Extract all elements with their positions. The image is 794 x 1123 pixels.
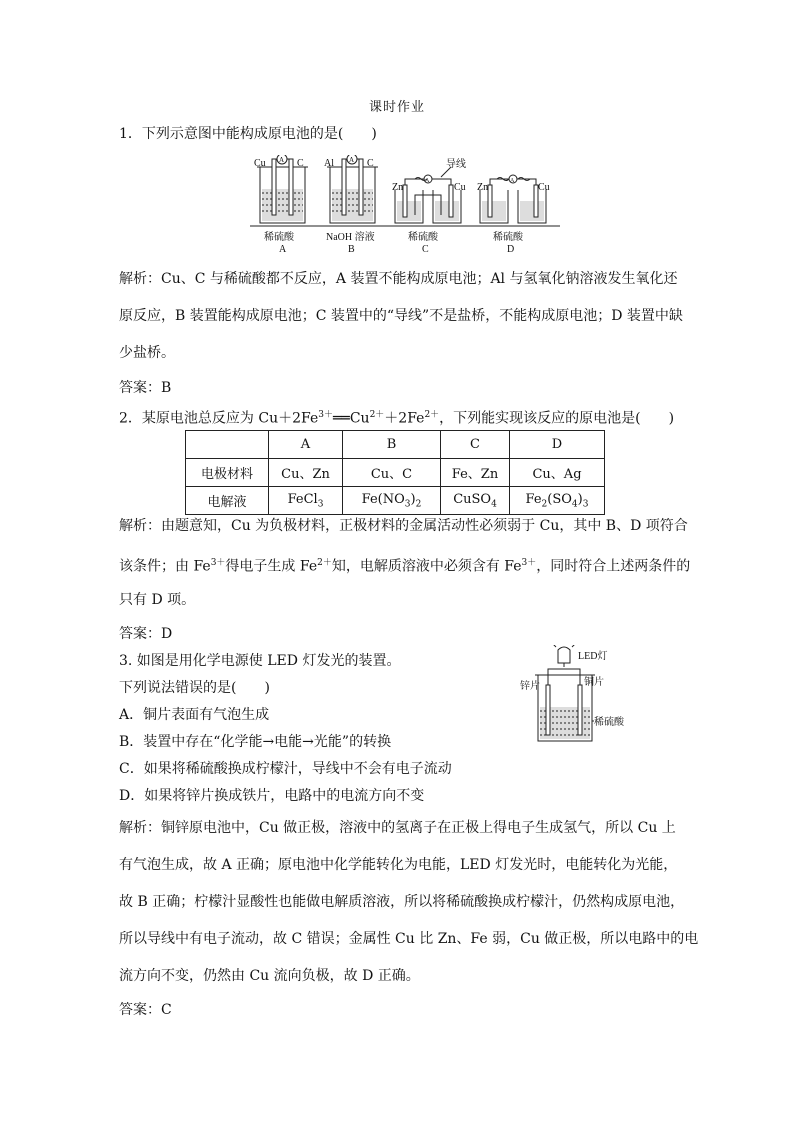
q1-a-meter: A <box>279 156 285 164</box>
q1-a-letter: A <box>279 244 287 255</box>
q1-d-solution: 稀硫酸 <box>493 232 523 243</box>
q3-copper-label: 铜片 <box>584 677 604 688</box>
q1-d-letter: D <box>507 244 515 255</box>
q2-analysis-1: 解析：由题意知，Cu 为负极材料，正极材料的金属活动性必须弱于 Cu，其中 B、D 项符合 <box>119 518 688 534</box>
q1-a-right: C <box>297 158 304 169</box>
q2-stem: 2．某原电池总反应为 $Cu+2Fe^{3+}══Cu^{2+}+2Fe^{2+}$，下列能实现该反应的原电池是( ) <box>119 410 675 427</box>
q1-d-left: Zn <box>477 182 489 193</box>
table-cell: Cu、Zn <box>269 459 343 487</box>
table-cell: Fe、Zn <box>441 459 510 487</box>
q3-analysis-2: 有气泡生成，故 A 正确；原电池中化学能转化为电能，LED 灯发光时，电能转化为光能， <box>119 857 678 873</box>
q3-option-d: D．如果将锌片换成铁片，电路中的电流方向不变 <box>119 788 425 804</box>
q1-b-meter: A <box>349 156 355 164</box>
q3-analysis-4: 所以导线中有电子流动，故 C 错误；金属性 Cu 比 Zn、Fe 弱，Cu 做正极，所以电路中的电 <box>119 931 699 947</box>
q3-acid-label: 稀硫酸 <box>594 717 624 728</box>
q1-figures <box>250 155 590 255</box>
table-cell: FeCl$_3$ <box>269 487 343 515</box>
q1-answer: 答案：B <box>119 380 172 396</box>
table-cell: Cu、C <box>343 459 441 487</box>
q1-analysis-2: 原反应，B 装置能构成原电池；C 装置中的“导线”不是盐桥，不能构成原电池；D 装置中缺 <box>119 308 683 324</box>
q1-c-wire-label: 导线 <box>446 159 466 170</box>
q2-answer: 答案：D <box>119 626 173 642</box>
q3-analysis-5: 流方向不变，仍然由 Cu 流向负极，故 D 正确。 <box>119 968 420 984</box>
table-row <box>186 431 605 459</box>
table-cell: $Fe_2(SO_4)_3$ <box>510 487 605 515</box>
q3-answer: 答案：C <box>119 1002 172 1018</box>
q1-c-letter: C <box>422 244 429 255</box>
q2-analysis-3: 只有 D 项。 <box>119 592 196 608</box>
q1-a-left: Cu <box>254 158 266 169</box>
table-header: B <box>343 431 441 459</box>
q1-figure-c <box>395 167 461 223</box>
table-header: D <box>510 431 605 459</box>
q1-c-right: Cu <box>454 182 466 193</box>
q1-a-solution: 稀硫酸 <box>264 232 294 243</box>
q3-figure <box>520 645 650 750</box>
q3-analysis-1: 解析：铜锌原电池中，Cu 做正极，溶液中的氢离子在正极上得电子生成氢气，所以 Cu 上 <box>119 820 676 836</box>
q1-c-left: Zn <box>392 182 404 193</box>
table-cell: 电极材料 <box>186 459 269 487</box>
q1-analysis-3: 少盐桥。 <box>119 345 175 361</box>
table-cell: 电解液 <box>186 487 269 515</box>
q1-b-left: Al <box>324 158 334 169</box>
page-title: 课时作业 <box>368 100 425 115</box>
q1-stem: 1．下列示意图中能构成原电池的是( ) <box>119 126 377 142</box>
table-row <box>186 487 605 515</box>
q3-option-a: A．铜片表面有气泡生成 <box>119 707 270 723</box>
table-cell: Cu、Ag <box>510 459 605 487</box>
table-row <box>186 459 605 487</box>
q3-option-c: C．如果将稀硫酸换成柠檬汁，导线中不会有电子流动 <box>119 761 452 777</box>
q1-c-solution: 稀硫酸 <box>408 232 438 243</box>
q1-d-meter: A <box>510 178 515 184</box>
table-header <box>186 431 269 459</box>
q1-b-solution: NaOH 溶液 <box>326 232 375 243</box>
q3-option-b: B．装置中存在“化学能→电能→光能”的转换 <box>119 734 392 750</box>
q1-d-right: Cu <box>538 182 550 193</box>
q3-stem-2: 下列说法错误的是( ) <box>119 680 270 696</box>
q3-analysis-3: 故 B 正确；柠檬汁显酸性也能做电解质溶液，所以将稀硫酸换成柠檬汁，仍然构成原电池， <box>119 894 685 910</box>
table-header: C <box>441 431 510 459</box>
q3-stem: 3. 如图是用化学电源使 LED 灯发光的装置。 <box>119 653 401 669</box>
table-header: A <box>269 431 343 459</box>
q1-b-letter: B <box>348 244 355 255</box>
table-cell: $Fe(NO_3)_2$ <box>343 487 441 515</box>
q3-zinc-label: 锌片 <box>520 681 540 692</box>
q3-led-label: LED灯 <box>578 651 608 662</box>
table-cell: CuSO$_4$ <box>441 487 510 515</box>
q1-analysis-1: 解析：Cu、C 与稀硫酸都不反应，A 装置不能构成原电池；Al 与氢氧化钠溶液发生氧化还 <box>119 271 678 287</box>
q1-c-meter: A <box>425 178 430 184</box>
q1-b-right: C <box>367 158 374 169</box>
q2-analysis-2: 该条件；由 $Fe^{3+}$得电子生成 $Fe^{2+}$知，电解质溶液中必须含有 $Fe^{3+}$，同时符合上述两条件的 <box>119 558 691 575</box>
q2-table <box>185 430 605 515</box>
